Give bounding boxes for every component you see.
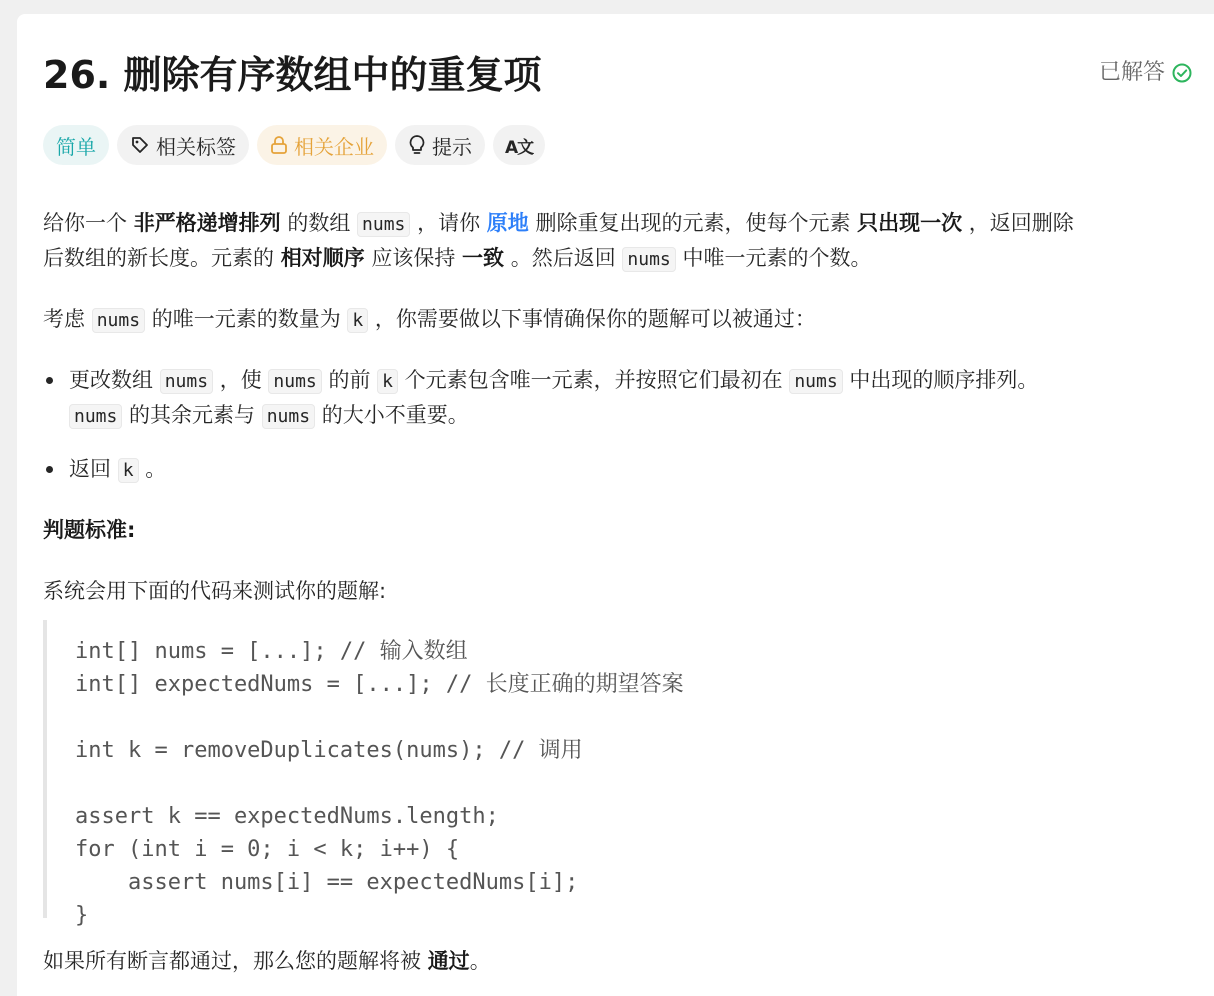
- judge-intro: 系统会用下面的代码来测试你的题解:: [43, 579, 387, 603]
- text: 如果所有断言都通过，那么您的题解将被: [43, 949, 428, 973]
- inline-code: nums: [92, 308, 145, 333]
- code-block: [43, 620, 1193, 928]
- judge-heading-text: 判题标准:: [43, 518, 136, 542]
- difficulty-badge[interactable]: [43, 125, 109, 165]
- text: 。然后返回: [504, 246, 623, 270]
- check-circle-icon: [1171, 62, 1193, 84]
- code-line: assert nums[i] == expectedNums[i];: [75, 870, 579, 895]
- lock-icon: [270, 135, 288, 155]
- text: 的数组: [280, 211, 358, 235]
- code-line: int[] nums = [...]; // 输入数组: [75, 639, 468, 664]
- description-paragraph-1-line-1: [43, 206, 1074, 242]
- bullet-dot: [46, 466, 53, 473]
- text: 。: [469, 949, 491, 973]
- text: 的前: [321, 368, 378, 392]
- translate-icon: A文: [505, 137, 534, 158]
- inline-code: nums: [160, 369, 213, 394]
- inline-code: k: [347, 308, 368, 333]
- final-sentence: [43, 944, 491, 979]
- text: 个元素包含唯一元素，并按照它们最初在: [397, 368, 790, 392]
- bullet-1-line-2: [69, 398, 469, 434]
- text: 中唯一元素的个数。: [675, 246, 872, 270]
- description-paragraph-2: [43, 302, 816, 338]
- inline-code: nums: [357, 212, 410, 237]
- code-line: for (int i = 0; i < k; i++) {: [75, 837, 460, 862]
- related-companies-button[interactable]: [257, 125, 387, 165]
- problem-panel: [17, 14, 1214, 996]
- tag-icon: [130, 135, 150, 155]
- code-line: int k = removeDuplicates(nums); // 调用: [75, 738, 583, 763]
- inline-code: nums: [69, 404, 122, 429]
- bullet-dot: [46, 377, 53, 384]
- text: 中出现的顺序排列。: [842, 368, 1039, 392]
- solved-status: [1099, 58, 1193, 88]
- related-tags-button[interactable]: [117, 125, 249, 165]
- text: 的其余元素与: [122, 403, 262, 427]
- text: 的唯一元素的数量为: [145, 307, 348, 331]
- bold-text: 非严格递增排列: [133, 211, 281, 235]
- in-place-link[interactable]: 原地: [486, 211, 529, 235]
- text: 删除重复出现的元素，使每个元素: [528, 211, 858, 235]
- inline-code: nums: [622, 247, 675, 272]
- text: 。: [138, 457, 167, 481]
- text: ，请你: [410, 211, 487, 235]
- text: 返回: [69, 457, 118, 481]
- bullet-2: [69, 452, 166, 488]
- description-paragraph-1-line-2: [43, 241, 871, 277]
- inline-code: k: [377, 369, 398, 394]
- bold-text: 相对顺序: [280, 246, 365, 270]
- bold-text: 只出现一次: [857, 211, 963, 235]
- related-tags-label: 相关标签: [156, 134, 236, 159]
- solved-status-label: 已解答: [1098, 60, 1165, 85]
- text: ，你需要做以下事情确保你的题解可以被通过：: [368, 307, 816, 331]
- related-companies-label: 相关企业: [294, 134, 374, 159]
- judge-heading: [43, 513, 135, 548]
- text: ，使: [213, 368, 269, 392]
- text: 更改数组: [69, 368, 160, 392]
- hint-label: 提示: [432, 134, 472, 159]
- inline-code: nums: [789, 369, 842, 394]
- hint-button[interactable]: [395, 125, 485, 165]
- code-line: int[] expectedNums = [...]; // 长度正确的期望答案: [75, 672, 684, 697]
- text: 给你一个: [43, 211, 134, 235]
- text: 的大小不重要。: [315, 403, 469, 427]
- bullet-1-line-1: [69, 363, 1038, 399]
- tag-bar: [43, 125, 545, 165]
- inline-code: nums: [268, 369, 321, 394]
- text: 应该保持: [364, 246, 463, 270]
- text: ，返回删除: [962, 211, 1074, 235]
- problem-title[interactable]: 26. 删除有序数组中的重复项: [43, 53, 542, 97]
- code-line: assert k == expectedNums.length;: [75, 804, 499, 829]
- code-line: }: [75, 903, 89, 928]
- bold-text: 通过: [427, 949, 470, 973]
- text: 考虑: [43, 307, 92, 331]
- difficulty-label: 简单: [56, 134, 96, 159]
- inline-code: nums: [262, 404, 315, 429]
- inline-code: k: [118, 458, 139, 483]
- lightbulb-icon: [408, 134, 426, 156]
- bold-text: 一致: [462, 246, 505, 270]
- translate-button[interactable]: [493, 125, 545, 165]
- text: 后数组的新长度。元素的: [43, 246, 281, 270]
